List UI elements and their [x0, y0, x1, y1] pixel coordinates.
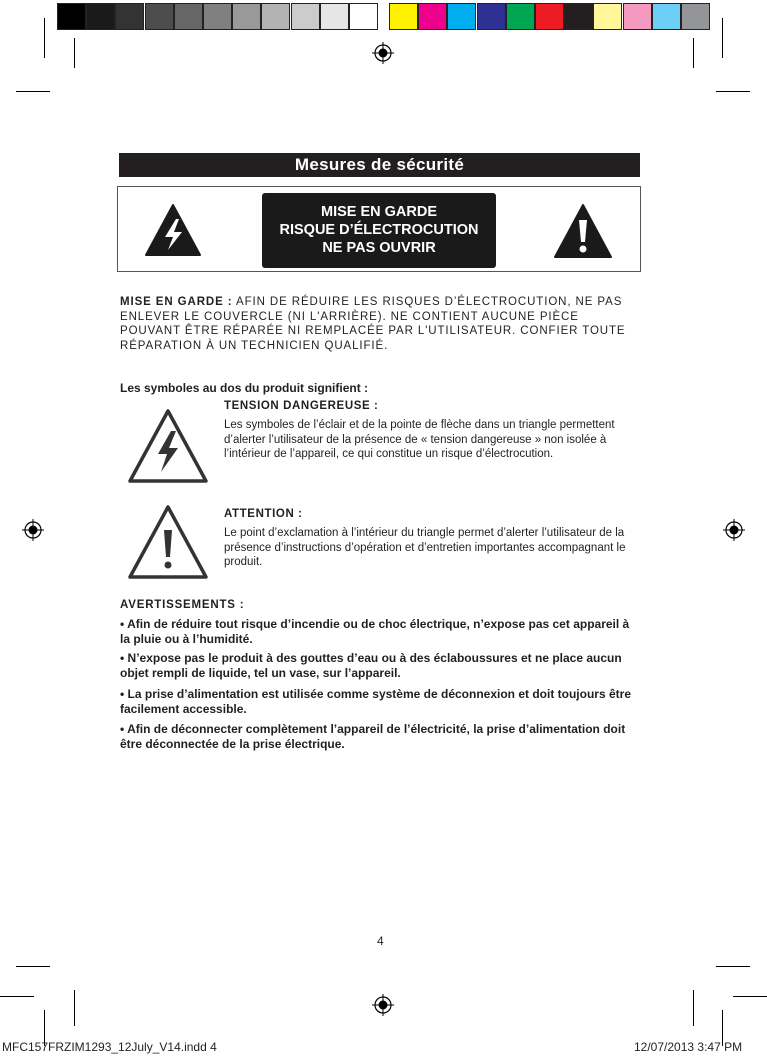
color-swatch: [564, 3, 593, 30]
symbol-text-voltage: Les symboles de l’éclair et de la pointe de flèche dans un triangle permettent d’alerter l’utilisateur de la présence de « tension dangereuse » non isolée à l’intérieur de l’appareil, ce qui constitue un risque d’électrocution.: [224, 419, 615, 460]
warning-item-3: • La prise d’alimentation est utilisée comme système de déconnexion et doit toujours être facilement accessible.: [120, 687, 631, 716]
color-swatch: [389, 3, 418, 30]
color-swatch: [447, 3, 476, 30]
attention-exclamation-icon: [125, 502, 211, 582]
symbol-title-voltage: TENSION DANGEREUSE :: [224, 400, 379, 412]
color-swatch: [418, 3, 447, 30]
caution-line-2: RISQUE D’ÉLECTROCUTION: [279, 222, 479, 238]
registration-mark-icon: [372, 42, 394, 64]
symbols-heading: Les symboles au dos du produit signifient :: [120, 381, 369, 395]
caution-label: [262, 193, 496, 268]
gray-swatch: [174, 3, 203, 30]
intro-lead: MISE EN GARDE :: [120, 296, 233, 308]
warning-item-1: • Afin de réduire tout risque d’incendie ou de choc électrique, n’expose pas cet appareil à la pluie ou à l’humidité.: [120, 617, 630, 646]
exclamation-triangle-icon: [552, 202, 614, 260]
gray-swatch: [232, 3, 261, 30]
registration-mark-icon: [372, 994, 394, 1016]
gray-swatch: [320, 3, 349, 30]
color-swatch: [681, 3, 710, 30]
gray-swatch: [86, 3, 115, 30]
gray-swatch: [203, 3, 232, 30]
caution-line-3: NE PAS OUVRIR: [322, 240, 436, 256]
color-swatch: [652, 3, 681, 30]
symbol-text-attention: Le point d’exclamation à l’intérieur du triangle permet d’alerter l’utilisateur de la présence d’instructions d’opération et d’entretien importantes accompagnant le produit.: [224, 527, 626, 568]
gray-swatch: [145, 3, 174, 30]
color-swatch: [593, 3, 622, 30]
footer-filename: MFC157FRZIM1293_12July_V14.indd 4: [2, 1040, 217, 1054]
intro-text: AFIN DE RÉDUIRE LES RISQUES D’ÉLECTROCUTION, NE PAS ENLEVER LE COUVERCLE (NI L'ARRIÈRE). NE CONTIENT AUCUNE PIÈCE POUVANT ÊTRE RÉPARÉE NI REMPLACÉE PAR L'UTILISATEUR. CONFIER TOUTE RÉPARATION À UN TECHNICIEN QUALIFIÉ.: [120, 296, 626, 352]
gray-swatch: [115, 3, 144, 30]
footer-date: 12/07/2013 3:47 PM: [634, 1040, 743, 1054]
warning-item-4: • Afin de déconnecter complètement l’appareil de l’électricité, la prise d’alimentation doit être déconnectée de la prise électrique.: [120, 722, 626, 751]
color-swatch: [506, 3, 535, 30]
dangerous-voltage-icon: [125, 406, 211, 486]
registration-mark-icon: [22, 519, 44, 541]
page-title: Mesures de sécurité: [119, 153, 640, 177]
color-swatch: [477, 3, 506, 30]
lightning-triangle-icon: [143, 202, 203, 258]
warning-item-2: • N’expose pas le produit à des gouttes d’eau ou à des éclaboussures et ne place aucun objet rempli de liquide, tel un vase, sur l’appareil.: [120, 651, 622, 680]
registration-mark-icon: [723, 519, 745, 541]
gray-swatch: [349, 3, 378, 30]
page-number: 4: [377, 934, 384, 948]
color-swatch: [623, 3, 652, 30]
intro-warning: [120, 295, 640, 353]
warnings-heading: AVERTISSEMENTS :: [120, 599, 245, 611]
caution-line-1: MISE EN GARDE: [320, 204, 437, 220]
symbol-title-attention: ATTENTION :: [224, 508, 303, 520]
color-swatch: [535, 3, 564, 30]
gray-swatch: [291, 3, 320, 30]
gray-swatch: [57, 3, 86, 30]
gray-swatch: [261, 3, 290, 30]
